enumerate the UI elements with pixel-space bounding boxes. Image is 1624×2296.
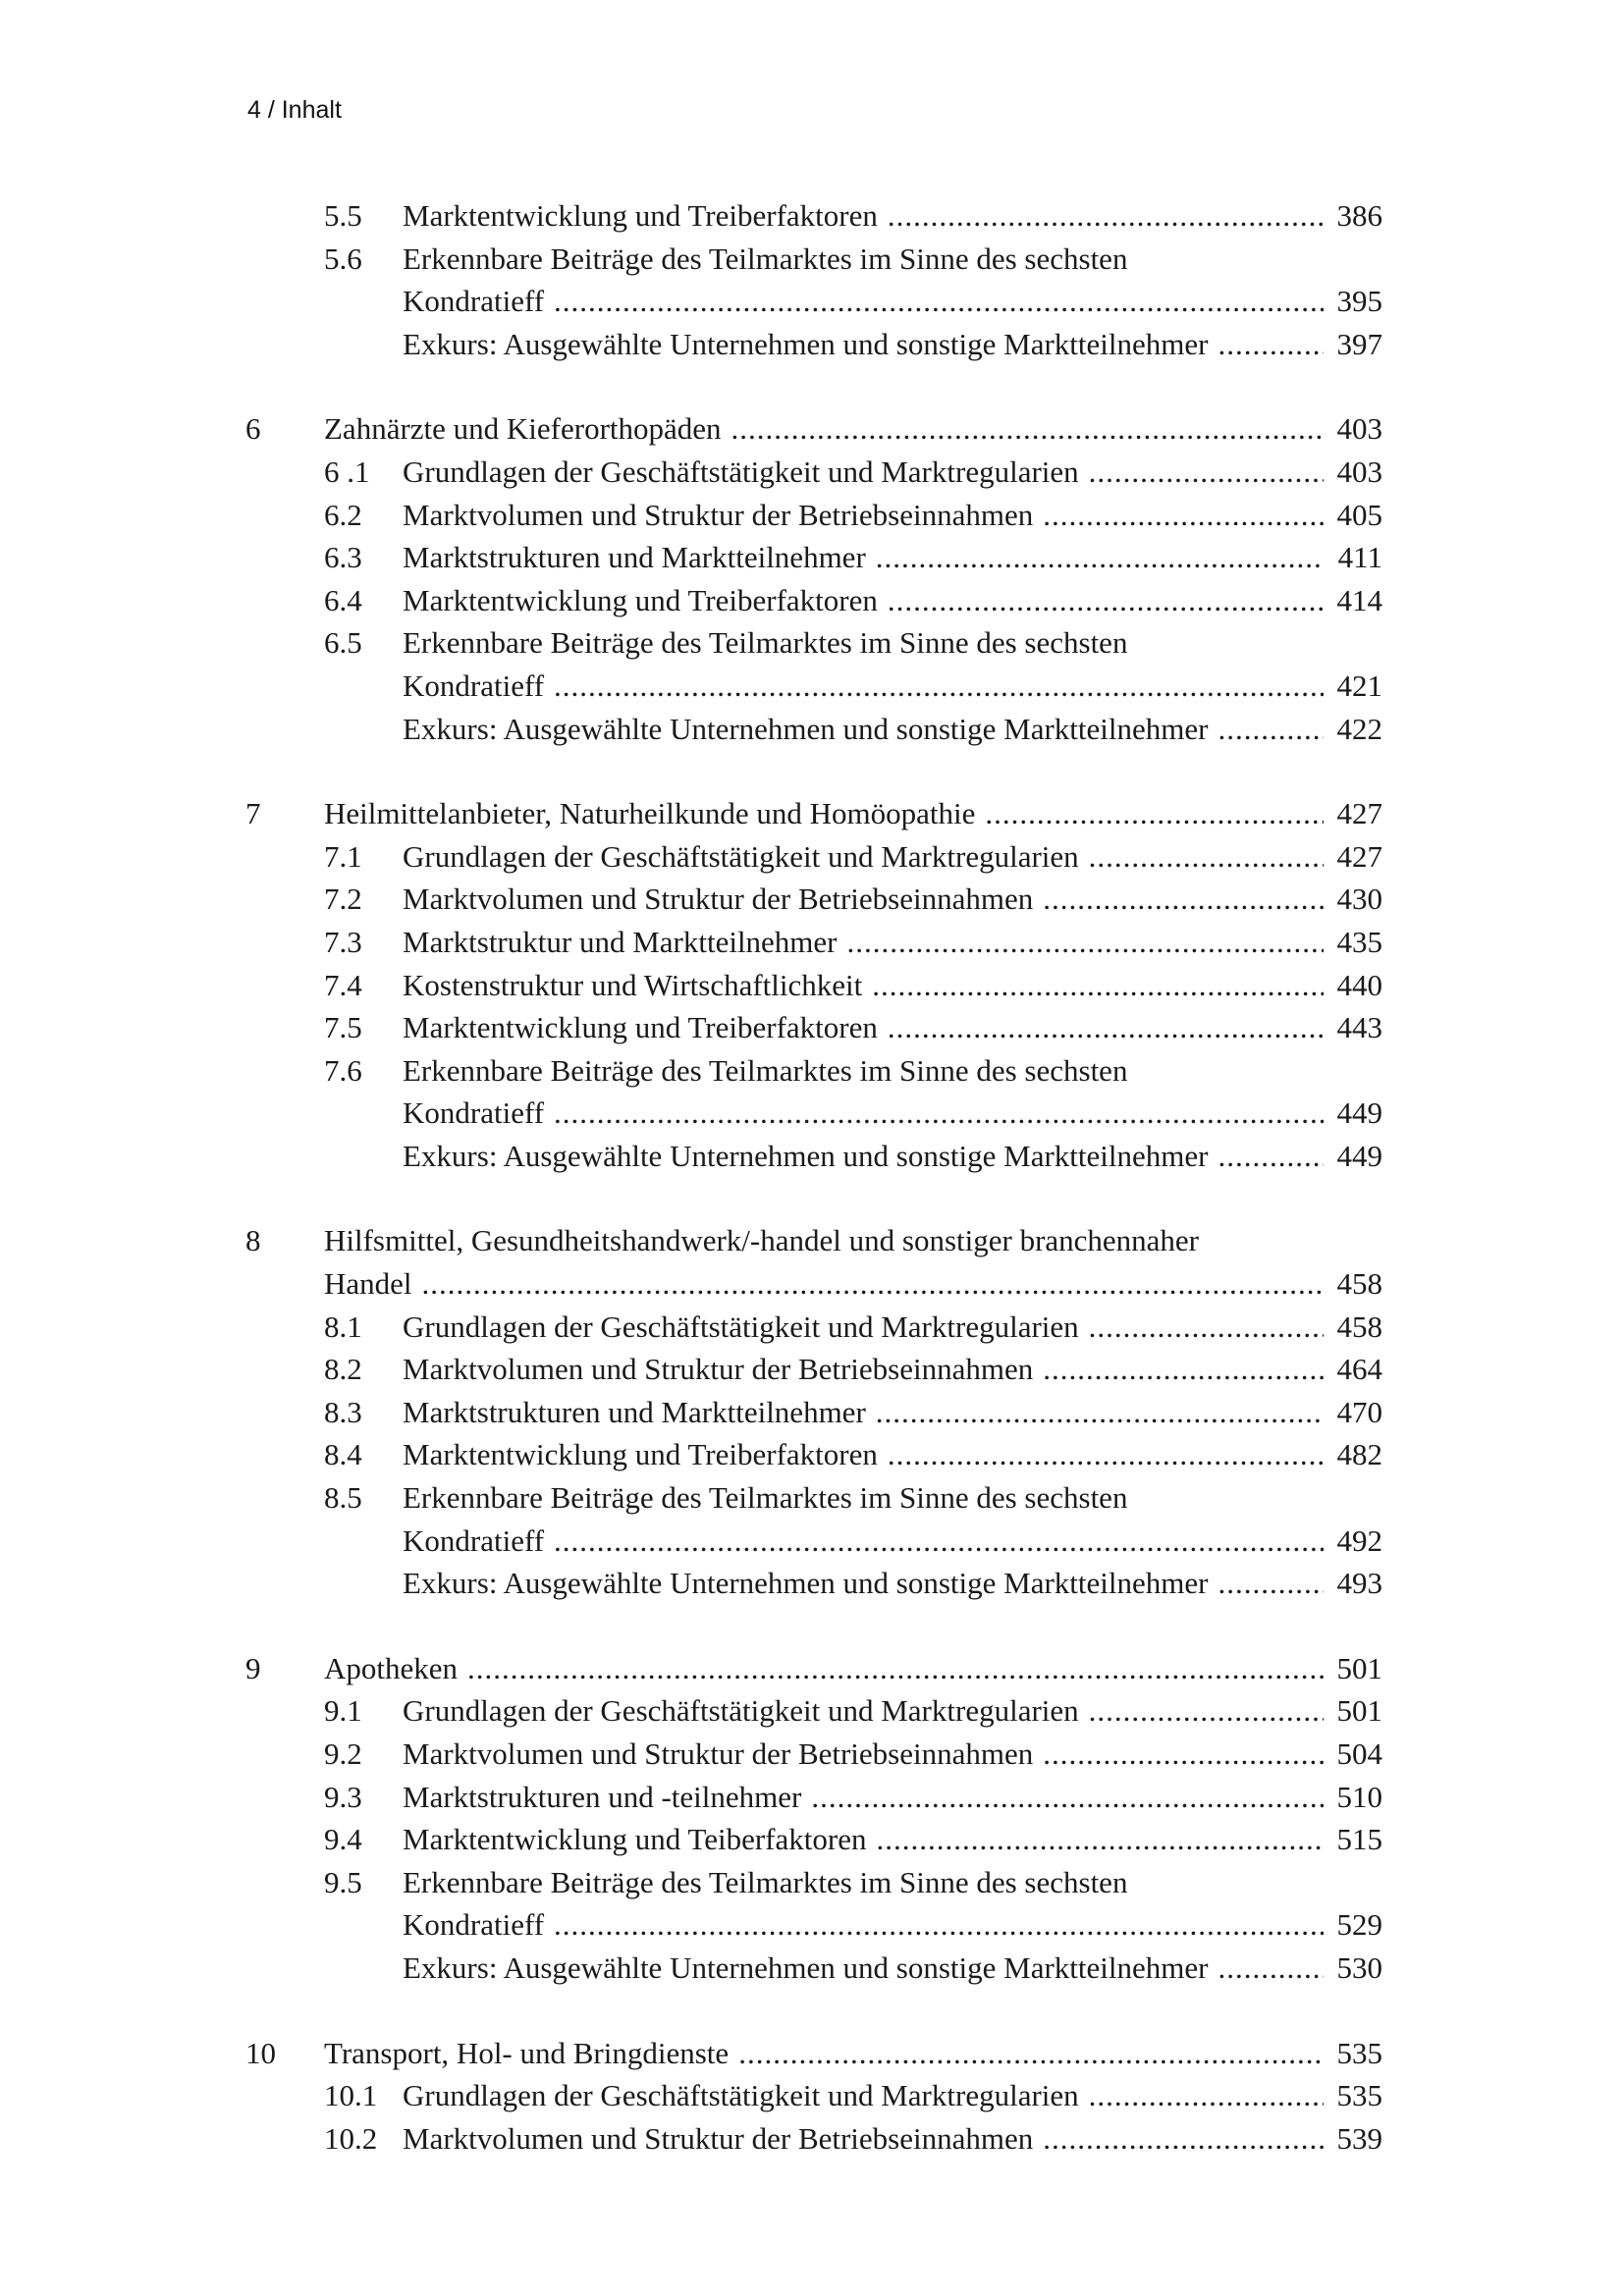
dot-leader — [1043, 494, 1324, 537]
section-line-cont — [0, 665, 1624, 708]
chapter-line — [0, 407, 1624, 451]
entry-title: Marktstrukturen und Marktteilnehmer — [403, 540, 866, 575]
entry-title: Marktstruktur und Marktteilnehmer — [403, 924, 838, 959]
section-line — [0, 579, 1624, 622]
entry-title: Exkurs: Ausgewählte Unternehmen und sonstige Marktteilnehmer — [403, 1138, 1209, 1173]
chapter-number: 6 — [245, 411, 261, 447]
page-number: 482 — [1336, 1437, 1382, 1472]
dot-leader — [888, 579, 1324, 622]
section-line-cont — [0, 280, 1624, 323]
dot-leader — [985, 792, 1324, 835]
page-number: 421 — [1336, 667, 1382, 703]
dot-leader — [888, 1433, 1324, 1476]
section-number: 9.2 — [324, 1736, 362, 1771]
section-line-cont — [0, 1903, 1624, 1947]
entry-title: Marktentwicklung und Treiberfaktoren — [403, 582, 878, 617]
entry-title: Marktvolumen und Struktur der Betriebseinnahmen — [403, 2120, 1034, 2156]
section-number: 6 .1 — [324, 454, 370, 489]
section-line — [0, 2074, 1624, 2117]
section-line — [0, 2117, 1624, 2161]
section-entry[interactable] — [403, 1520, 1382, 1563]
section-entry[interactable] — [403, 1348, 1382, 1391]
chapter-entry[interactable] — [324, 2032, 1382, 2075]
section-line — [0, 1006, 1624, 1049]
section-number: 7.1 — [324, 838, 362, 874]
page-number: 427 — [1336, 796, 1382, 831]
section-number: 6.4 — [324, 582, 362, 617]
section-line — [0, 708, 1624, 751]
entry-title: Transport, Hol- und Bringdienste — [324, 2035, 730, 2070]
entry-title: Exkurs: Ausgewählte Unternehmen und sonstige Marktteilnehmer — [403, 1949, 1209, 1985]
section-entry[interactable] — [403, 878, 1382, 921]
section-line — [0, 878, 1624, 921]
section-line — [0, 1135, 1624, 1178]
section-line — [0, 194, 1624, 238]
section-title[interactable]: Erkennbare Beiträge des Teilmarktes im Sinne des sechsten — [403, 1480, 1128, 1516]
excursus-entry[interactable] — [403, 323, 1382, 366]
entry-title: Marktvolumen und Struktur der Betriebseinnahmen — [403, 1736, 1034, 1771]
page-number: 510 — [1336, 1779, 1382, 1814]
toc-chapter — [0, 407, 1624, 750]
chapter-number: 9 — [245, 1650, 261, 1685]
section-number: 9.3 — [324, 1779, 362, 1814]
section-line — [0, 1476, 1624, 1520]
section-number: 6.3 — [324, 540, 362, 575]
dot-leader — [1089, 835, 1324, 879]
entry-title: Kostenstruktur und Wirtschaftlichkeit — [403, 967, 863, 1002]
page-number: 529 — [1336, 1907, 1382, 1943]
section-title[interactable]: Erkennbare Beiträge des Teilmarktes im Sinne des sechsten — [403, 625, 1128, 661]
section-number: 10.2 — [324, 2120, 378, 2156]
dot-leader — [876, 1391, 1324, 1434]
section-number: 7.6 — [324, 1052, 362, 1088]
dot-leader — [1089, 1689, 1324, 1733]
dot-leader — [554, 1520, 1324, 1563]
entry-title: Marktentwicklung und Treiberfaktoren — [403, 1010, 878, 1045]
excursus-entry[interactable] — [403, 1947, 1382, 1990]
section-entry[interactable] — [403, 1433, 1382, 1476]
table-of-contents — [0, 194, 1624, 2202]
page-number: 422 — [1336, 711, 1382, 746]
dot-leader — [1043, 2117, 1324, 2161]
section-entry[interactable] — [403, 536, 1382, 579]
chapter-entry[interactable] — [324, 407, 1382, 451]
chapter-entry[interactable] — [324, 1647, 1382, 1690]
dot-leader — [1218, 708, 1324, 751]
entry-title: Marktvolumen und Struktur der Betriebseinnahmen — [403, 1352, 1034, 1387]
dot-leader — [1043, 878, 1324, 921]
chapter-line — [0, 1647, 1624, 1690]
section-number: 9.1 — [324, 1693, 362, 1729]
section-number: 9.4 — [324, 1822, 362, 1857]
chapter-entry[interactable] — [324, 792, 1382, 835]
section-line — [0, 1861, 1624, 1904]
dot-leader — [554, 280, 1324, 323]
page-number: 397 — [1336, 326, 1382, 361]
section-line-cont — [0, 1520, 1624, 1563]
section-line — [0, 238, 1624, 281]
section-entry[interactable] — [403, 1006, 1382, 1049]
page-number: 458 — [1336, 1266, 1382, 1302]
entry-title: Kondratieff — [403, 1522, 545, 1558]
section-entry[interactable] — [403, 1391, 1382, 1434]
section-number: 8.4 — [324, 1437, 362, 1472]
entry-title: Zahnärzte und Kieferorthopäden — [324, 411, 722, 447]
section-entry[interactable] — [403, 2074, 1382, 2117]
section-entry[interactable] — [403, 194, 1382, 238]
section-title[interactable]: Erkennbare Beiträge des Teilmarktes im Sinne des sechsten — [403, 1052, 1128, 1088]
entry-title: Exkurs: Ausgewählte Unternehmen und sonstige Marktteilnehmer — [403, 326, 1209, 361]
dot-leader — [467, 1647, 1324, 1690]
section-number: 8.3 — [324, 1394, 362, 1429]
section-line — [0, 1391, 1624, 1434]
section-entry[interactable] — [403, 2117, 1382, 2161]
chapter-line — [0, 1219, 1624, 1262]
chapter-number: 8 — [245, 1223, 261, 1258]
section-number: 6.5 — [324, 625, 362, 661]
dot-leader — [1218, 1562, 1324, 1605]
section-entry[interactable] — [403, 1776, 1382, 1819]
page-number: 414 — [1336, 582, 1382, 617]
page-number: 430 — [1336, 881, 1382, 917]
section-entry[interactable] — [403, 1818, 1382, 1861]
chapter-line-cont — [0, 1262, 1624, 1306]
dot-leader — [847, 921, 1324, 964]
section-number: 9.5 — [324, 1864, 362, 1899]
entry-title: Marktvolumen und Struktur der Betriebseinnahmen — [403, 881, 1034, 917]
chapter-line — [0, 2032, 1624, 2075]
page-number: 492 — [1336, 1522, 1382, 1558]
section-number: 7.2 — [324, 881, 362, 917]
section-entry[interactable] — [403, 280, 1382, 323]
toc-chapter — [0, 792, 1624, 1177]
dot-leader — [888, 1006, 1324, 1049]
section-line — [0, 1733, 1624, 1776]
entry-title: Heilmittelanbieter, Naturheilkunde und Homöopathie — [324, 796, 976, 831]
entry-title: Kondratieff — [403, 1907, 545, 1943]
dot-leader — [876, 1818, 1324, 1861]
section-line — [0, 921, 1624, 964]
entry-title: Handel — [324, 1266, 412, 1302]
chapter-number: 7 — [245, 796, 261, 831]
section-entry[interactable] — [403, 1903, 1382, 1947]
entry-title: Marktstrukturen und -teilnehmer — [403, 1779, 802, 1814]
page-number: 411 — [1337, 540, 1382, 575]
page-number: 440 — [1336, 967, 1382, 1002]
dot-leader — [1089, 451, 1324, 494]
page-number: 539 — [1336, 2120, 1382, 2156]
section-line — [0, 494, 1624, 537]
dot-leader — [888, 194, 1324, 238]
dot-leader — [554, 665, 1324, 708]
section-entry[interactable] — [403, 1689, 1382, 1733]
page-number: 515 — [1336, 1822, 1382, 1857]
section-line — [0, 1776, 1624, 1819]
section-line — [0, 1433, 1624, 1476]
entry-title: Grundlagen der Geschäftstätigkeit und Marktregularien — [403, 1308, 1079, 1344]
entry-title: Grundlagen der Geschäftstätigkeit und Marktregularien — [403, 1693, 1079, 1729]
section-line — [0, 1818, 1624, 1861]
page-number: 470 — [1336, 1394, 1382, 1429]
page-number: 386 — [1336, 198, 1382, 233]
dot-leader — [1218, 323, 1324, 366]
section-line — [0, 1348, 1624, 1391]
entry-title: Marktstrukturen und Marktteilnehmer — [403, 1394, 866, 1429]
page-number: 504 — [1336, 1736, 1382, 1771]
excursus-entry[interactable] — [403, 1562, 1382, 1605]
section-number: 7.3 — [324, 924, 362, 959]
section-entry[interactable] — [403, 1306, 1382, 1349]
section-line — [0, 536, 1624, 579]
section-line — [0, 323, 1624, 366]
chapter-line — [0, 792, 1624, 835]
dot-leader — [1218, 1947, 1324, 1990]
page-number: 530 — [1336, 1949, 1382, 1985]
dot-leader — [731, 407, 1324, 451]
toc-chapter — [0, 194, 1624, 365]
section-title[interactable]: Erkennbare Beiträge des Teilmarktes im Sinne des sechsten — [403, 1864, 1128, 1899]
entry-title: Exkurs: Ausgewählte Unternehmen und sonstige Marktteilnehmer — [403, 711, 1209, 746]
page-number: 449 — [1336, 1138, 1382, 1173]
section-line — [0, 835, 1624, 879]
section-line — [0, 1947, 1624, 1990]
entry-title: Kondratieff — [403, 284, 545, 319]
page-number: 395 — [1336, 284, 1382, 319]
chapter-title[interactable]: Hilfsmittel, Gesundheitshandwerk/-handel und sonstiger branchennaher — [324, 1223, 1200, 1258]
dot-leader — [1043, 1348, 1324, 1391]
section-entry[interactable] — [403, 1092, 1382, 1135]
page-number: 443 — [1336, 1010, 1382, 1045]
entry-title: Grundlagen der Geschäftstätigkeit und Marktregularien — [403, 454, 1079, 489]
dot-leader — [422, 1262, 1324, 1306]
section-line — [0, 451, 1624, 494]
section-number: 8.2 — [324, 1352, 362, 1387]
section-line — [0, 1049, 1624, 1093]
section-entry[interactable] — [403, 665, 1382, 708]
entry-title: Exkurs: Ausgewählte Unternehmen und sonstige Marktteilnehmer — [403, 1566, 1209, 1601]
page-number: 535 — [1336, 2078, 1382, 2113]
entry-title: Marktentwicklung und Treiberfaktoren — [403, 198, 878, 233]
page-number: 501 — [1336, 1693, 1382, 1729]
page-number: 405 — [1336, 497, 1382, 532]
chapter-number: 10 — [245, 2035, 276, 2070]
section-number: 5.5 — [324, 198, 362, 233]
entry-title: Apotheken — [324, 1650, 459, 1685]
dot-leader — [1218, 1135, 1324, 1178]
entry-title: Marktentwicklung und Teiberfaktoren — [403, 1822, 867, 1857]
section-entry[interactable] — [403, 921, 1382, 964]
entry-title: Marktentwicklung und Treiberfaktoren — [403, 1437, 878, 1472]
section-number: 6.2 — [324, 497, 362, 532]
section-entry[interactable] — [403, 494, 1382, 537]
section-line-cont — [0, 1092, 1624, 1135]
entry-title: Grundlagen der Geschäftstätigkeit und Marktregularien — [403, 838, 1079, 874]
dot-leader — [876, 536, 1324, 579]
section-entry[interactable] — [403, 579, 1382, 622]
toc-chapter — [0, 1647, 1624, 1990]
section-entry[interactable] — [403, 451, 1382, 494]
dot-leader — [811, 1776, 1324, 1819]
page-number: 464 — [1336, 1352, 1382, 1387]
page-number: 427 — [1336, 838, 1382, 874]
page-number: 535 — [1336, 2035, 1382, 2070]
dot-leader — [1043, 1733, 1324, 1776]
dot-leader — [1089, 2074, 1324, 2117]
section-number: 7.5 — [324, 1010, 362, 1045]
excursus-entry[interactable] — [403, 708, 1382, 751]
entry-title: Kondratieff — [403, 1095, 545, 1131]
excursus-entry[interactable] — [403, 1135, 1382, 1178]
page-number: 449 — [1336, 1095, 1382, 1131]
page-number: 501 — [1336, 1650, 1382, 1685]
chapter-entry[interactable] — [324, 1262, 1382, 1306]
section-line — [0, 1689, 1624, 1733]
section-title[interactable]: Erkennbare Beiträge des Teilmarktes im Sinne des sechsten — [403, 240, 1128, 276]
page-number: 435 — [1336, 924, 1382, 959]
dot-leader — [554, 1903, 1324, 1947]
dot-leader — [554, 1092, 1324, 1135]
dot-leader — [1089, 1306, 1324, 1349]
section-line — [0, 1562, 1624, 1605]
entry-title: Marktvolumen und Struktur der Betriebseinnahmen — [403, 497, 1034, 532]
entry-title: Grundlagen der Geschäftstätigkeit und Marktregularien — [403, 2078, 1079, 2113]
page-number: 493 — [1336, 1566, 1382, 1601]
section-entry[interactable] — [403, 835, 1382, 879]
section-entry[interactable] — [403, 964, 1382, 1007]
toc-chapter — [0, 1219, 1624, 1604]
dot-leader — [872, 964, 1324, 1007]
dot-leader — [738, 2032, 1324, 2075]
section-number: 8.5 — [324, 1480, 362, 1516]
section-number: 10.1 — [324, 2078, 378, 2113]
page-number: 458 — [1336, 1308, 1382, 1344]
section-entry[interactable] — [403, 1733, 1382, 1776]
section-line — [0, 1306, 1624, 1349]
toc-chapter — [0, 2032, 1624, 2161]
page-number: 403 — [1336, 411, 1382, 447]
section-number: 7.4 — [324, 967, 362, 1002]
page-header: 4 / Inhalt — [247, 96, 342, 124]
page-number: 403 — [1336, 454, 1382, 489]
section-line — [0, 964, 1624, 1007]
entry-title: Kondratieff — [403, 667, 545, 703]
section-number: 5.6 — [324, 240, 362, 276]
section-line — [0, 621, 1624, 665]
section-number: 8.1 — [324, 1308, 362, 1344]
